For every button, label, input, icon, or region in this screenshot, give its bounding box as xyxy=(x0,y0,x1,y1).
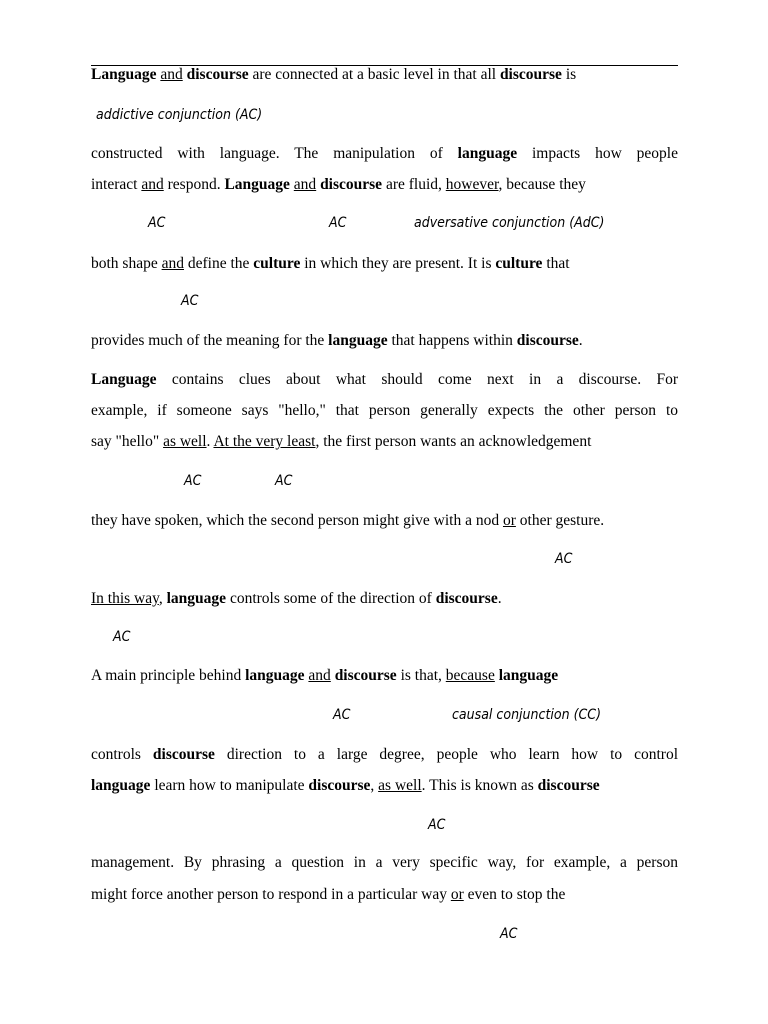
underlined-conjunction: and xyxy=(308,667,331,684)
text-run: is that, xyxy=(396,667,446,684)
conjunction-annotation: AC xyxy=(113,629,131,645)
conjunction-annotation: AC xyxy=(148,215,166,231)
text-run: , the first person wants an acknowledgement xyxy=(315,433,592,450)
text-line xyxy=(91,254,678,274)
underlined-conjunction: and xyxy=(293,176,317,193)
underlined-conjunction: as well xyxy=(378,777,422,794)
text-run: . This is known as xyxy=(421,777,538,794)
text-line xyxy=(91,175,678,195)
text-line xyxy=(91,331,678,351)
conjunction-annotation: causal conjunction (CC) xyxy=(452,707,602,723)
text-run: they have spoken, which the second person might give with a nod xyxy=(91,512,503,529)
conjunction-annotation: AC xyxy=(275,473,293,489)
text-run: both shape xyxy=(91,255,162,272)
text-run: example, if someone says "hello," that person generally expects the other person to xyxy=(91,402,678,419)
text-run: are connected at a basic level in that all xyxy=(248,66,500,83)
text-run: respond. xyxy=(163,176,225,193)
underlined-conjunction: and xyxy=(161,255,184,272)
text-line xyxy=(91,144,678,164)
bold-keyword: language xyxy=(498,667,559,684)
text-line xyxy=(91,745,678,765)
text-run: provides much of the meaning for the xyxy=(91,332,329,349)
underlined-conjunction: as well xyxy=(163,433,207,450)
text-line xyxy=(91,432,678,452)
text-run: are fluid, xyxy=(382,176,446,193)
underlined-conjunction: or xyxy=(502,512,516,529)
bold-keyword: discourse xyxy=(152,746,215,763)
text-run: interact xyxy=(91,176,142,193)
bold-keyword: Language xyxy=(224,176,290,193)
text-run: direction to a large degree, people who learn how to control xyxy=(214,746,679,763)
bold-keyword: discourse xyxy=(499,66,562,83)
text-line xyxy=(91,853,678,873)
text-line xyxy=(91,65,678,85)
bold-keyword: Language xyxy=(91,371,157,388)
conjunction-annotation: AC xyxy=(555,551,573,567)
conjunction-annotation: AC xyxy=(428,817,446,833)
bold-keyword: Language xyxy=(91,66,157,83)
text-run: impacts how people xyxy=(517,145,678,162)
text-run: say "hello" xyxy=(91,433,164,450)
conjunction-annotation: AC xyxy=(181,293,199,309)
text-run: , xyxy=(370,777,379,794)
conjunction-annotation: AC xyxy=(500,926,518,942)
bold-keyword: discourse xyxy=(308,777,371,794)
bold-keyword: culture xyxy=(253,255,301,272)
conjunction-annotation: addictive conjunction (AC) xyxy=(96,107,263,123)
text-run: . xyxy=(578,332,583,349)
text-run: might force another person to respond in a particular way xyxy=(91,886,451,903)
text-run: even to stop the xyxy=(463,886,566,903)
text-run: constructed with language. The manipulation of xyxy=(91,145,458,162)
text-run: that happens within xyxy=(387,332,517,349)
bold-keyword: discourse xyxy=(334,667,397,684)
conjunction-annotation: AC xyxy=(184,473,202,489)
underlined-conjunction: however xyxy=(445,176,499,193)
underlined-conjunction: At the very least xyxy=(213,433,316,450)
text-run: , because they xyxy=(498,176,586,193)
underlined-conjunction: or xyxy=(450,886,464,903)
text-run: that xyxy=(542,255,570,272)
text-run: . xyxy=(497,590,502,607)
conjunction-annotation: adversative conjunction (AdC) xyxy=(414,215,605,231)
text-line xyxy=(91,666,678,686)
text-run: controls xyxy=(91,746,153,763)
text-line xyxy=(91,885,678,905)
text-line xyxy=(91,511,678,531)
bold-keyword: language xyxy=(457,145,518,162)
text-run: other gesture. xyxy=(515,512,605,529)
conjunction-annotation: AC xyxy=(329,215,347,231)
text-run: management. By phrasing a question in a very specific way, for example, a person xyxy=(91,854,678,871)
underlined-conjunction: because xyxy=(445,667,495,684)
text-run: A main principle behind xyxy=(91,667,246,684)
bold-keyword: discourse xyxy=(435,590,498,607)
underlined-conjunction: and xyxy=(160,66,183,83)
bold-keyword: discourse xyxy=(186,66,249,83)
conjunction-annotation: AC xyxy=(333,707,351,723)
text-line xyxy=(91,401,678,421)
text-line xyxy=(91,370,678,390)
text-run: , xyxy=(158,590,167,607)
text-run: controls some of the direction of xyxy=(226,590,436,607)
bold-keyword: language xyxy=(166,590,227,607)
text-line xyxy=(91,589,678,609)
text-line xyxy=(91,776,678,796)
bold-keyword: language xyxy=(245,667,305,684)
text-run: define the xyxy=(184,255,254,272)
underlined-conjunction: In this way xyxy=(91,590,159,607)
underlined-conjunction: and xyxy=(141,176,164,193)
text-run: contains clues about what should come next in a discourse. For xyxy=(156,371,678,388)
text-run: is xyxy=(561,66,577,83)
bold-keyword: culture xyxy=(495,255,543,272)
bold-keyword: discourse xyxy=(320,176,383,193)
text-run: . xyxy=(206,433,214,450)
text-run: learn how to manipulate xyxy=(150,777,309,794)
bold-keyword: language xyxy=(91,777,151,794)
bold-keyword: language xyxy=(328,332,388,349)
bold-keyword: discourse xyxy=(516,332,579,349)
text-run: in which they are present. It is xyxy=(300,255,496,272)
bold-keyword: discourse xyxy=(537,777,600,794)
